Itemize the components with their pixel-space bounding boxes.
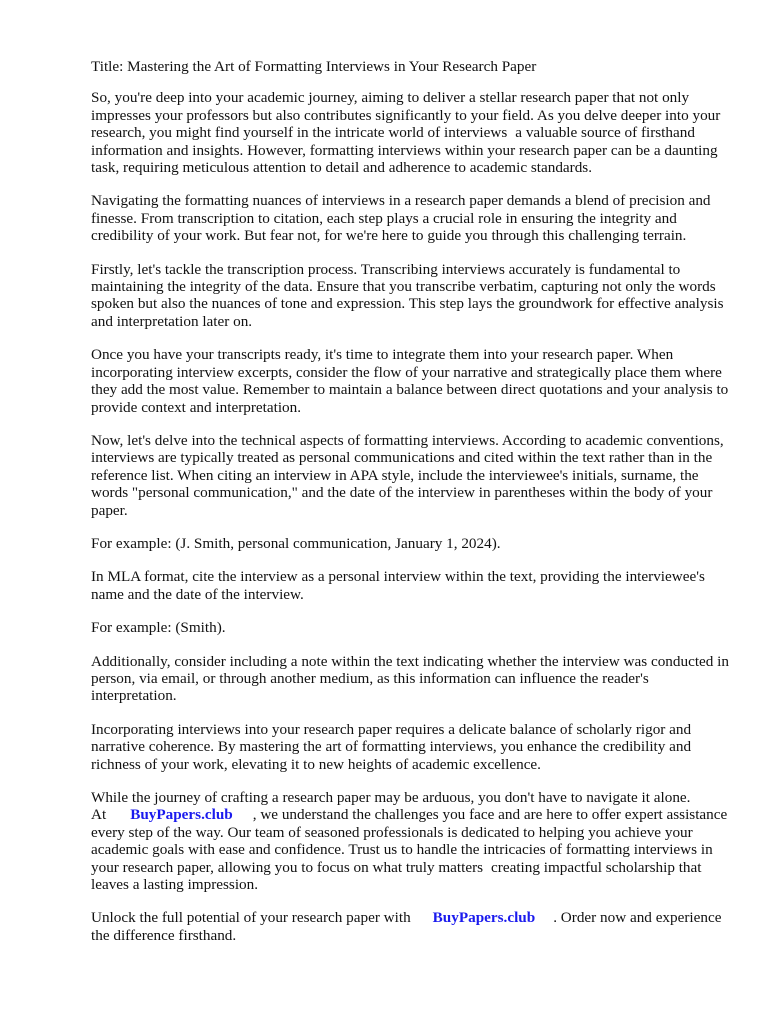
paragraph-medium-note: Additionally, consider including a note within the text indicating whether the interview was conducted in person, via email, or through another medium, as this information can influence the reader's interpretation. — [91, 652, 729, 705]
paragraph-call-to-action — [91, 909, 731, 944]
document-page — [91, 58, 731, 960]
paragraph-conclusion: Incorporating interviews into your research paper requires a delicate balance of scholarly rigor and narrative coherence. By mastering the art of formatting interviews, you enhance the credibility and richness of your work, elevating it to new heights of academic excellence. — [91, 720, 692, 773]
buypapers-link-cta[interactable]: BuyPapers.club — [432, 909, 536, 927]
paragraph-promo-part-b: , we understand the challenges you face and are here to offer expert assistance every step of the way. Our team of seasoned professionals is dedicated to helping you achieve your academic goals with ease and confidence. Trust us to handle the intricacies of formatting interviews in your research paper, allowing you to focus on what truly matters — [91, 806, 728, 876]
paragraph-intro — [91, 89, 731, 176]
paragraph-cta-part-b: . Order now and experience the difference firsthand. — [91, 909, 722, 944]
paragraph-apa-example: For example: (J. Smith, personal communication, January 1, 2024). — [91, 534, 501, 552]
paragraph-integration: Once you have your transcripts ready, it's time to integrate them into your research paper. When incorporating interview excerpts, consider the flow of your narrative and strategically place them where they add the most value. Remember to maintain a balance between direct quotations and your analysis to provide context and interpretation. — [91, 346, 729, 416]
paragraph-promo-part-c: creating impactful scholarship that leaves a lasting impression. — [91, 858, 702, 894]
paragraph-mla-format: In MLA format, cite the interview as a personal interview within the text, providing the interviewee's name and the date of the interview. — [91, 568, 705, 603]
paragraph-apa-style: Now, let's delve into the technical aspects of formatting interviews. According to academic conventions, interviews are typically treated as personal communications and cited within the text rather than in the reference list. When citing an interview in APA style, include the interviewee's initials, surname, the words "personal communication," and the date of the interview in parentheses within the body of your paper. — [91, 431, 724, 519]
paragraph-cta-part-a: Unlock the full potential of your research paper with — [91, 909, 411, 927]
document-title: Title: Mastering the Art of Formatting Interviews in Your Research Paper — [91, 58, 537, 75]
paragraph-intro-part-a: So, you're deep into your academic journey, aiming to deliver a stellar research paper that not only impresses your professors but also contributes significantly to your field. As you delve deeper into your research, you might find yourself in the intricate world of interviews — [91, 89, 721, 142]
buypapers-link[interactable]: BuyPapers.club — [130, 806, 233, 824]
paragraph-promo — [91, 789, 731, 893]
paragraph-mla-example: For example: (Smith). — [91, 619, 226, 637]
paragraph-intro-part-b: a valuable source of firsthand information and insights. However, formatting interviews within your research paper can be a daunting task, requiring meticulous attention to detail and adherence to academic standards. — [91, 124, 718, 177]
paragraph-promo-part-a: While the journey of crafting a research paper may be arduous, you don't have to navigate it alone. At — [91, 789, 691, 824]
paragraph-navigating: Navigating the formatting nuances of interviews in a research paper demands a blend of precision and finesse. From transcription to citation, each step plays a crucial role in ensuring the integrity and credibility of your work. But fear not, for we're here to guide you through this challenging terrain. — [91, 192, 711, 245]
paragraph-transcription: Firstly, let's tackle the transcription process. Transcribing interviews accurately is fundamental to maintaining the integrity of the data. Ensure that you transcribe verbatim, capturing not only the words spoken but also the nuances of tone and expression. This step lays the groundwork for effective analysis and interpretation later on. — [91, 260, 724, 330]
